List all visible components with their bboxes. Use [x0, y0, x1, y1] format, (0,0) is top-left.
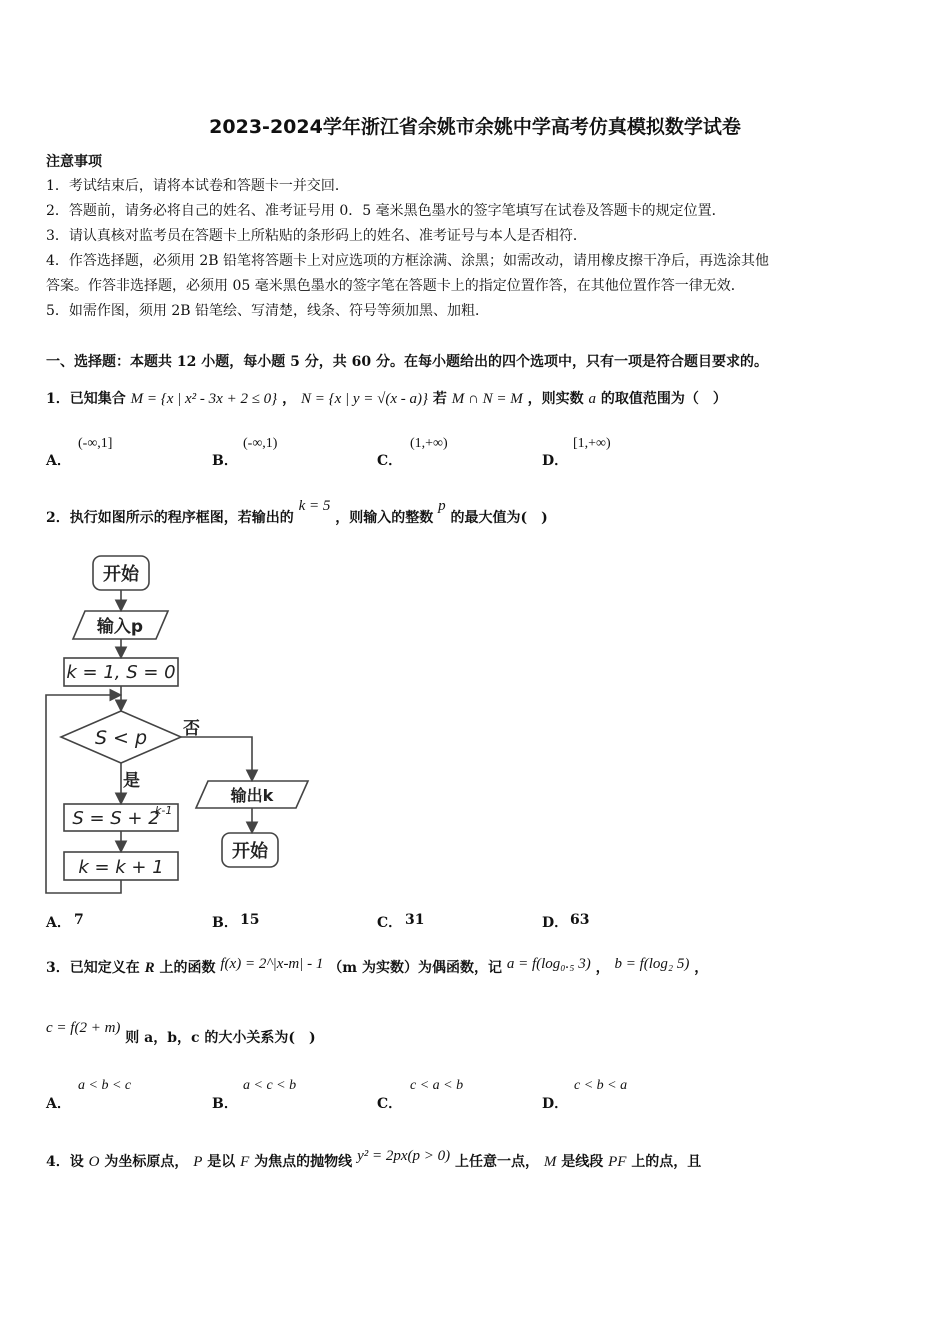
no-label: 否: [183, 719, 200, 739]
option-value: 63: [570, 912, 590, 928]
option-label: A．: [46, 453, 71, 469]
option-value: (-∞,1]: [78, 436, 113, 451]
option-label: D．: [542, 1096, 569, 1112]
option-value: [1,+∞): [573, 436, 611, 451]
option-value: (1,+∞): [410, 436, 448, 451]
option-value: a < b < c: [78, 1078, 132, 1093]
option-value: c < b < a: [574, 1078, 628, 1093]
set-m: M = {x | x² - 3x + 2 ≤ 0}: [130, 391, 278, 407]
notice-item: 5．如需作图，须用 2B 铅笔绘、写清楚，线条、符号等须加黑、加粗．: [46, 303, 490, 319]
option-value: c < a < b: [410, 1078, 464, 1093]
option-label: A．: [46, 1096, 71, 1112]
parabola: y² = 2px(p > 0): [357, 1148, 451, 1164]
function-def: f(x) = 2^|x-m| - 1: [220, 956, 324, 972]
option-value: 7: [74, 912, 84, 928]
a-def: a = f(log₀.₅ 3): [506, 956, 591, 972]
yes-label: 是: [123, 771, 140, 791]
notice-heading: 注意事项: [46, 154, 102, 170]
init-label: k = 1, S = 0: [66, 662, 176, 683]
question-3: 3．已知定义在 R 上的函数 f(x) = 2^|x-m| - 1 （m 为实数）为偶函数，记 a = f(log₀.₅ 3) ， b = f(log₂ 5) ，: [46, 956, 709, 976]
option-label: C．: [377, 915, 403, 931]
option-label: D．: [542, 453, 569, 469]
question-4: 4．设 O 为坐标原点， P 是以 F 为焦点的抛物线 y² = 2px(p > 0) 上任意一点， M 是线段 PF 上的点，且: [46, 1148, 702, 1170]
option-value: a < c < b: [243, 1078, 297, 1093]
notice-item: 1．考试结束后，请将本试卷和答题卡一并交回．: [46, 178, 349, 194]
update-s-exponent: k-1: [155, 804, 173, 817]
end-label: 开始: [232, 841, 268, 862]
notice-item: 2．答题前，请务必将自己的姓名、准考证号用 0．5 毫米黑色墨水的签字笔填写在试卷及答题卡的规定位置．: [46, 203, 726, 219]
option-label: A．: [46, 915, 71, 931]
option-value: 15: [240, 912, 260, 928]
question-1: 1．已知集合 M = {x | x² - 3x + 2 ≤ 0} ， N = {x | y = √(x - a)} 若 M ∩ N = M ，则实数 a 的取值范围为（ ）: [46, 391, 727, 407]
option-label: C．: [377, 1096, 403, 1112]
c-def: c = f(2 + m): [46, 1020, 121, 1036]
notice-item: 答案。作答非选择题，必须用 05 毫米黑色墨水的签字笔在答题卡上的指定位置作答，在其他位置作答一律无效．: [46, 278, 745, 294]
input-label: 输入p: [96, 617, 144, 637]
start-label: 开始: [103, 564, 139, 585]
option-value: 31: [405, 912, 425, 928]
option-label: B．: [212, 1096, 238, 1112]
notice-item: 4．作答选择题，必须用 2B 铅笔将答题卡上对应选项的方框涂满、涂黑；如需改动，请用橡皮擦干净后，再选涂其他: [46, 253, 769, 269]
set-n: N = {x | y = √(x - a)}: [300, 391, 428, 407]
output-label: 输出k: [230, 786, 274, 805]
notice-item: 3．请认真核对监考员在答题卡上所粘贴的条形码上的姓名、准考证号与本人是否相符．: [46, 228, 587, 244]
option-label: D．: [542, 915, 569, 931]
section-heading: 一、选择题：本题共 12 小题，每小题 5 分，共 60 分。在每小题给出的四个选项中，只有一项是符合题目要求的。: [46, 354, 768, 370]
question-2: 2．执行如图所示的程序框图，若输出的 k = 5 ，则输入的整数 p 的最大值为( ): [46, 498, 548, 526]
option-label: B．: [212, 915, 238, 931]
b-def: b = f(log₂ 5): [614, 956, 690, 972]
option-label: B．: [212, 453, 238, 469]
update-k-label: k = k + 1: [78, 857, 164, 878]
page-title: 2023-2024学年浙江省余姚市余姚中学高考仿真模拟数学试卷: [209, 116, 741, 138]
option-value: (-∞,1): [243, 436, 278, 451]
option-label: C．: [377, 453, 403, 469]
flowchart: [40, 548, 320, 898]
cond-label: S < p: [94, 727, 148, 749]
k-value: k = 5: [298, 498, 331, 514]
update-s-label: S = S + 2: [72, 808, 160, 829]
question-3-cont: c = f(2 + m) 则 a，b，c 的大小关系为( ): [46, 1020, 316, 1046]
condition: M ∩ N = M: [451, 391, 523, 407]
